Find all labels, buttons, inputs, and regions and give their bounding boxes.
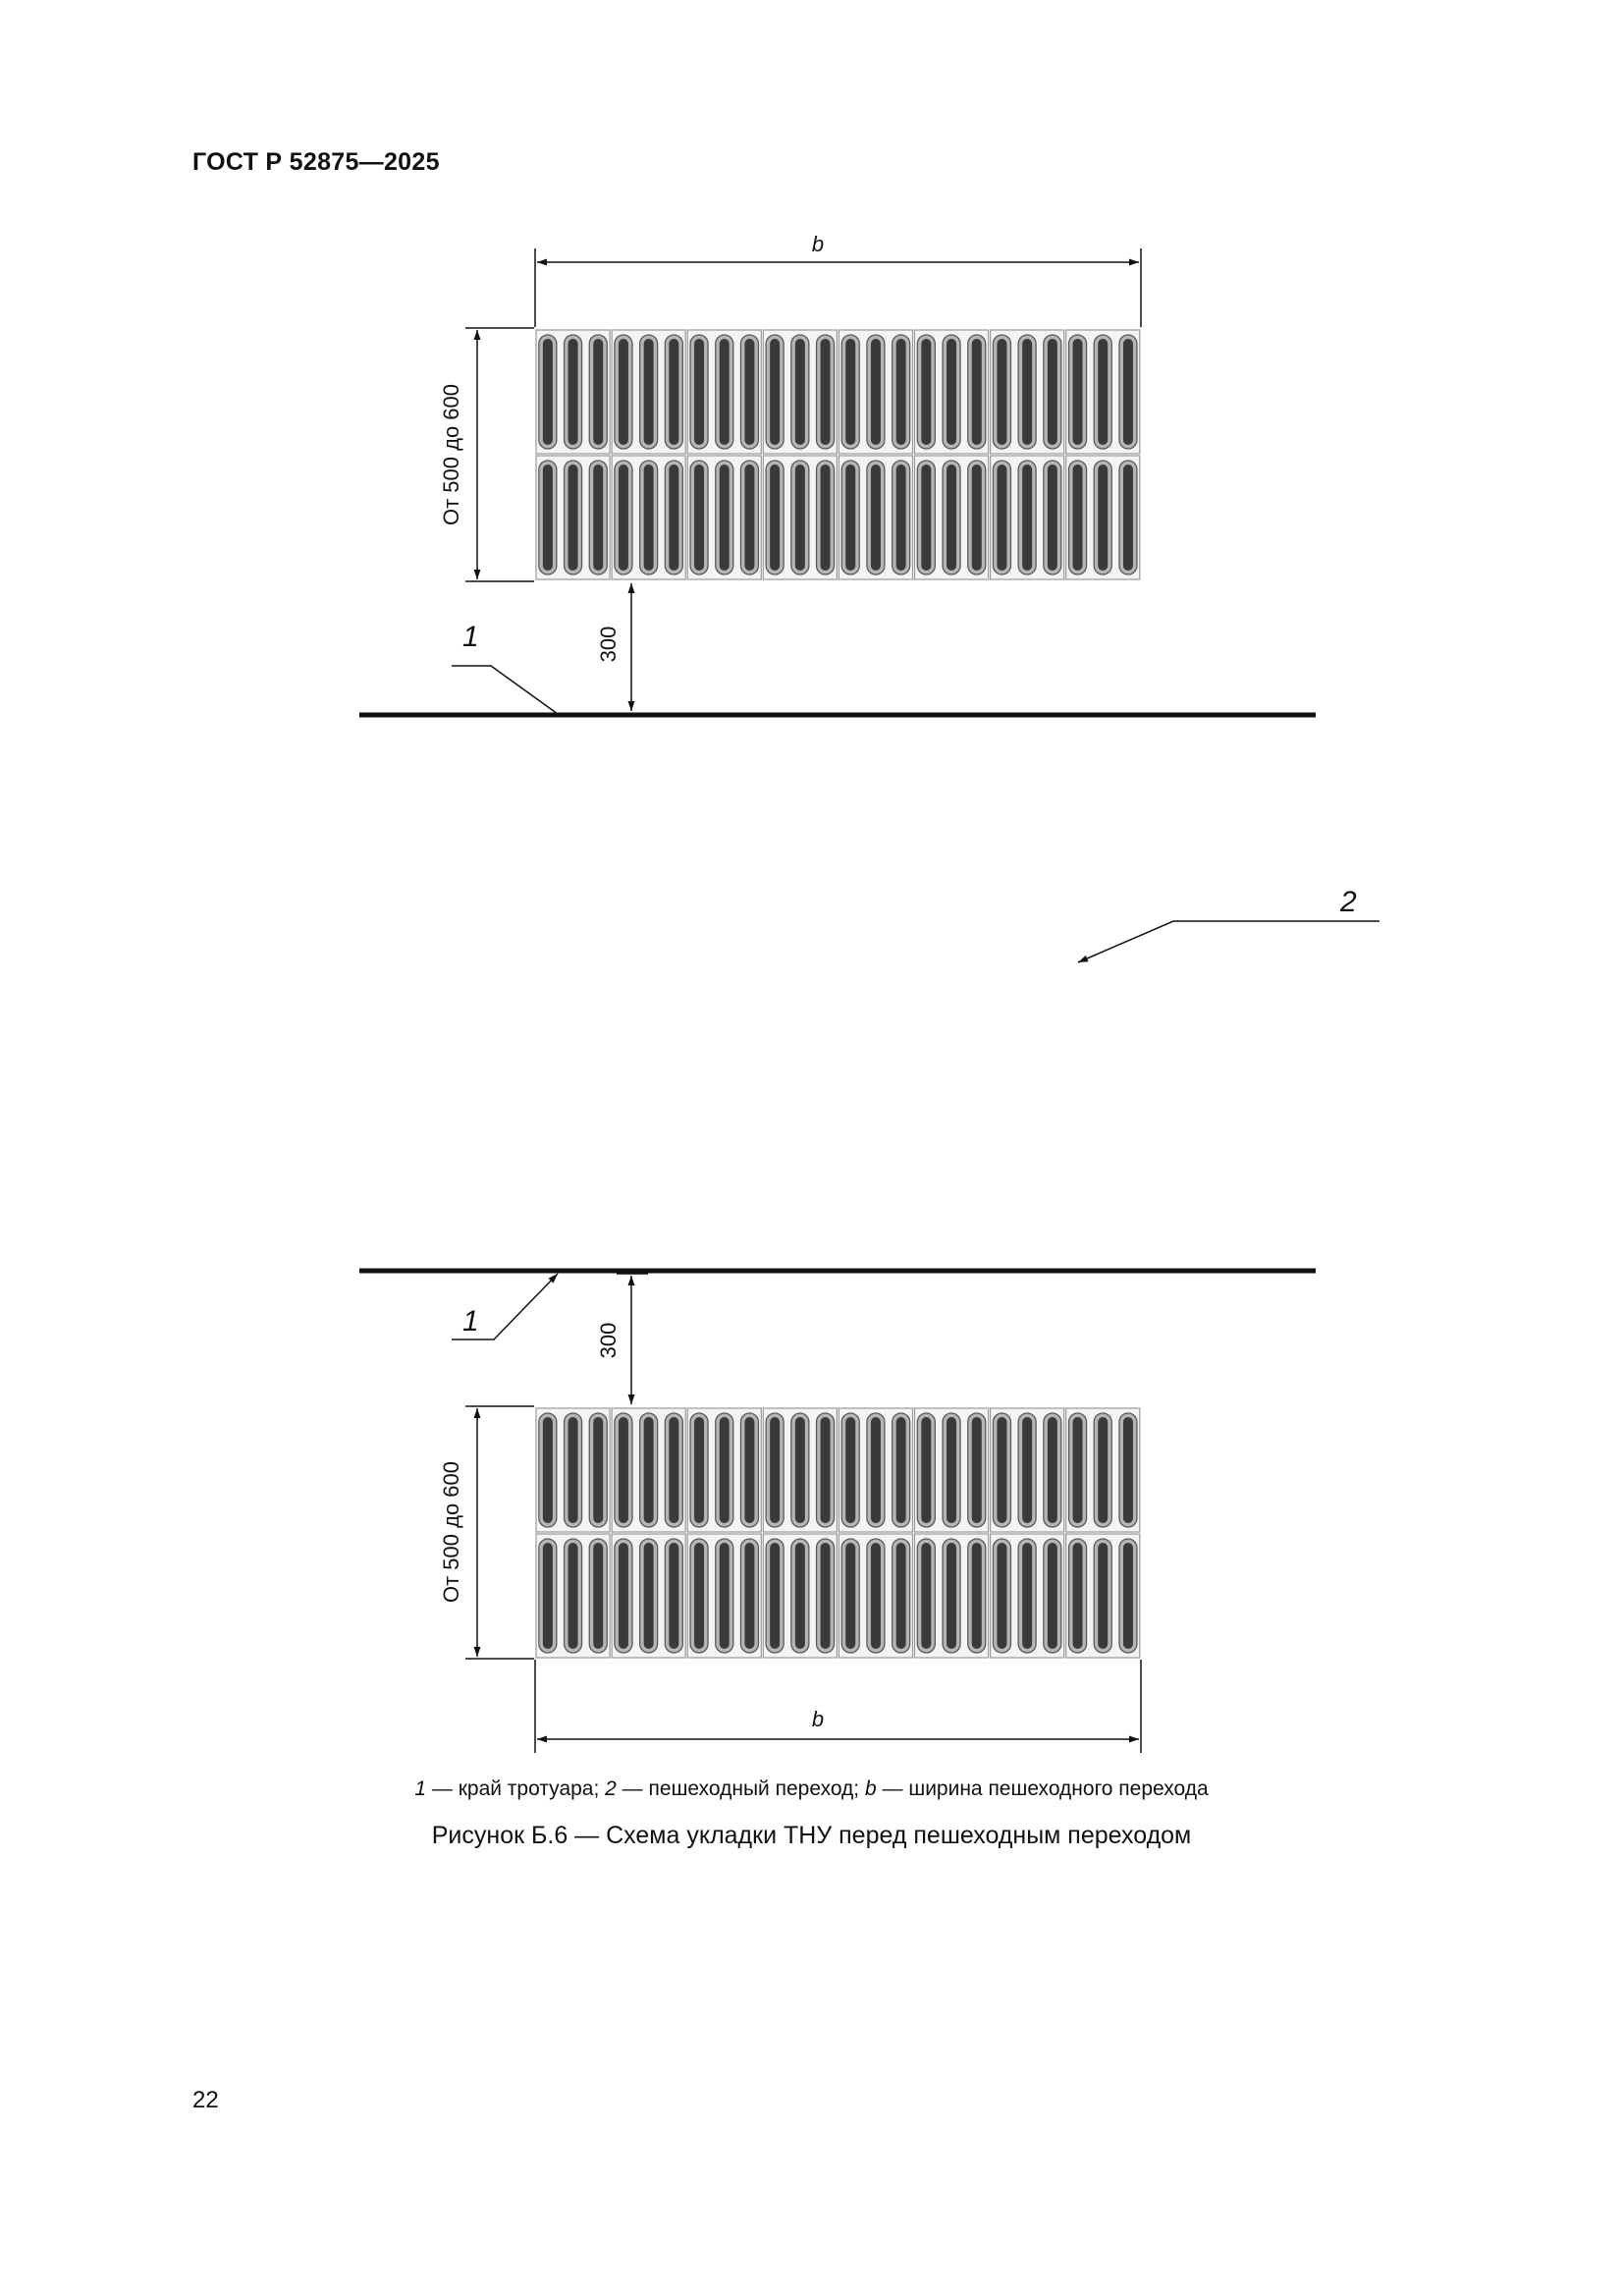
tactile-strip-core [1073,339,1083,445]
tactile-strip-core [845,465,855,571]
tactile-strip-core [593,1417,603,1523]
tactile-strip-core [644,339,654,445]
tactile-strip-core [795,1543,805,1649]
bottom-edge-callout: 1 [462,1305,479,1338]
tactile-strip-core [543,339,553,445]
tactile-strip-core [921,465,931,571]
tactile-strip-core [593,465,603,571]
tactile-strip-core [1048,465,1057,571]
legend-text-2: — пешеходный переход; [616,1777,865,1800]
tactile-strip-core [896,339,906,445]
legend-key-3: b [864,1777,877,1800]
legend-key-2: 2 [605,1777,617,1800]
tactile-strip-core [845,1543,855,1649]
tactile-strip-core [921,1543,931,1649]
tactile-strip-core [669,339,678,445]
tactile-strip-core [1048,339,1057,445]
tactile-strip-core [1022,1543,1032,1649]
document-header: ГОСТ Р 52875—2025 [192,148,440,176]
tactile-strip-core [744,465,754,571]
tactile-strip-core [543,1543,553,1649]
tactile-strip-core [1048,1543,1057,1649]
tactile-strip-core [1098,1543,1108,1649]
bottom-width-label: b [811,1707,825,1731]
tactile-strip-core [720,1417,730,1523]
tactile-strip-core [619,465,628,571]
legend-text-1: — край тротуара; [426,1777,606,1800]
tactile-strip-core [720,1543,730,1649]
legend-text-3: — ширина пешеходного перехода [876,1777,1209,1800]
tactile-strip-core [1098,1417,1108,1523]
tactile-strip-core [619,1543,628,1649]
tactile-strip-core [568,465,578,571]
tactile-strip-core [821,1417,831,1523]
top-gap-label: 300 [596,626,621,663]
top-edge-callout: 1 [462,621,479,653]
tactile-strip-core [568,1543,578,1649]
tactile-strip-core [921,1417,931,1523]
tactile-strip-core [997,1543,1006,1649]
tactile-strip-core [770,339,780,445]
tactile-strip-core [1098,465,1108,571]
tactile-strip-core [921,339,931,445]
tactile-strip-core [669,465,678,571]
tactile-strip-core [1073,1417,1083,1523]
tactile-strip-core [947,1417,956,1523]
tactile-strip-core [543,1417,553,1523]
bottom-height-label: От 500 до 600 [439,1460,463,1604]
crossing-callout: 2 [1340,886,1357,918]
tactile-strip-core [871,1417,881,1523]
tactile-strip-core [1022,339,1032,445]
tactile-strip-core [770,1543,780,1649]
tactile-strip-core [795,339,805,445]
tactile-strip-core [1073,465,1083,571]
tactile-strip-core [871,465,881,571]
tactile-strip-core [997,339,1006,445]
tactile-strip-core [821,1543,831,1649]
page-number: 22 [192,2087,219,2113]
tactile-strip-core [744,1543,754,1649]
tactile-strip-core [593,339,603,445]
tactile-strip-core [720,465,730,571]
tactile-strip-core [896,465,906,571]
tactile-strip-core [997,1417,1006,1523]
top-width-label: b [811,232,825,256]
tactile-strip-core [972,1543,982,1649]
tactile-strip-core [871,339,881,445]
figure-legend [0,1777,1623,1801]
tactile-strip-core [1022,1417,1032,1523]
tactile-strip-core [619,1417,628,1523]
tactile-strip-core [1123,465,1133,571]
tactile-strip-core [669,1417,678,1523]
tactile-strip-core [770,465,780,571]
tactile-strip-core [972,465,982,571]
tactile-strip-core [744,339,754,445]
tactile-strip-core [896,1543,906,1649]
tactile-strip-core [568,1417,578,1523]
tactile-strip-core [770,1417,780,1523]
tactile-strip-core [1123,339,1133,445]
figure-caption: Рисунок Б.6 — Схема укладки ТНУ перед пешеходным переходом [431,1822,1192,1849]
tactile-strip-core [845,1417,855,1523]
tactile-strip-core [593,1543,603,1649]
tactile-strip-core [845,339,855,445]
tactile-strip-core [1022,465,1032,571]
tactile-strip-core [694,339,704,445]
tactile-strip-core [947,339,956,445]
tactile-strip-core [720,339,730,445]
tactile-strip-core [997,465,1006,571]
tactile-strip-core [896,1417,906,1523]
tactile-strip-core [1098,339,1108,445]
tactile-strip-core [694,1543,704,1649]
tactile-strip-core [821,465,831,571]
tactile-strip-core [972,1417,982,1523]
tactile-strip-core [1123,1417,1133,1523]
tactile-strip-core [644,1417,654,1523]
tactile-tiles-top [536,330,1140,579]
tactile-strip-core [619,339,628,445]
tactile-tiles-bottom [536,1408,1140,1658]
tactile-strip-core [744,1417,754,1523]
tactile-strip-core [821,339,831,445]
tactile-strip-core [947,465,956,571]
tactile-strip-core [871,1543,881,1649]
tactile-strip-core [1048,1417,1057,1523]
bottom-gap-label: 300 [596,1322,621,1359]
tactile-strip-core [795,1417,805,1523]
tactile-strip-core [568,339,578,445]
tactile-strip-core [543,465,553,571]
tactile-strip-core [694,1417,704,1523]
tactile-strip-core [669,1543,678,1649]
tactile-strip-core [1123,1543,1133,1649]
tactile-strip-core [694,465,704,571]
top-height-label: От 500 до 600 [439,383,463,526]
tactile-strip-core [972,339,982,445]
tactile-strip-core [1073,1543,1083,1649]
tactile-strip-core [644,465,654,571]
tactile-strip-core [644,1543,654,1649]
legend-key-1: 1 [414,1777,427,1800]
tactile-strip-core [947,1543,956,1649]
tactile-strip-core [795,465,805,571]
